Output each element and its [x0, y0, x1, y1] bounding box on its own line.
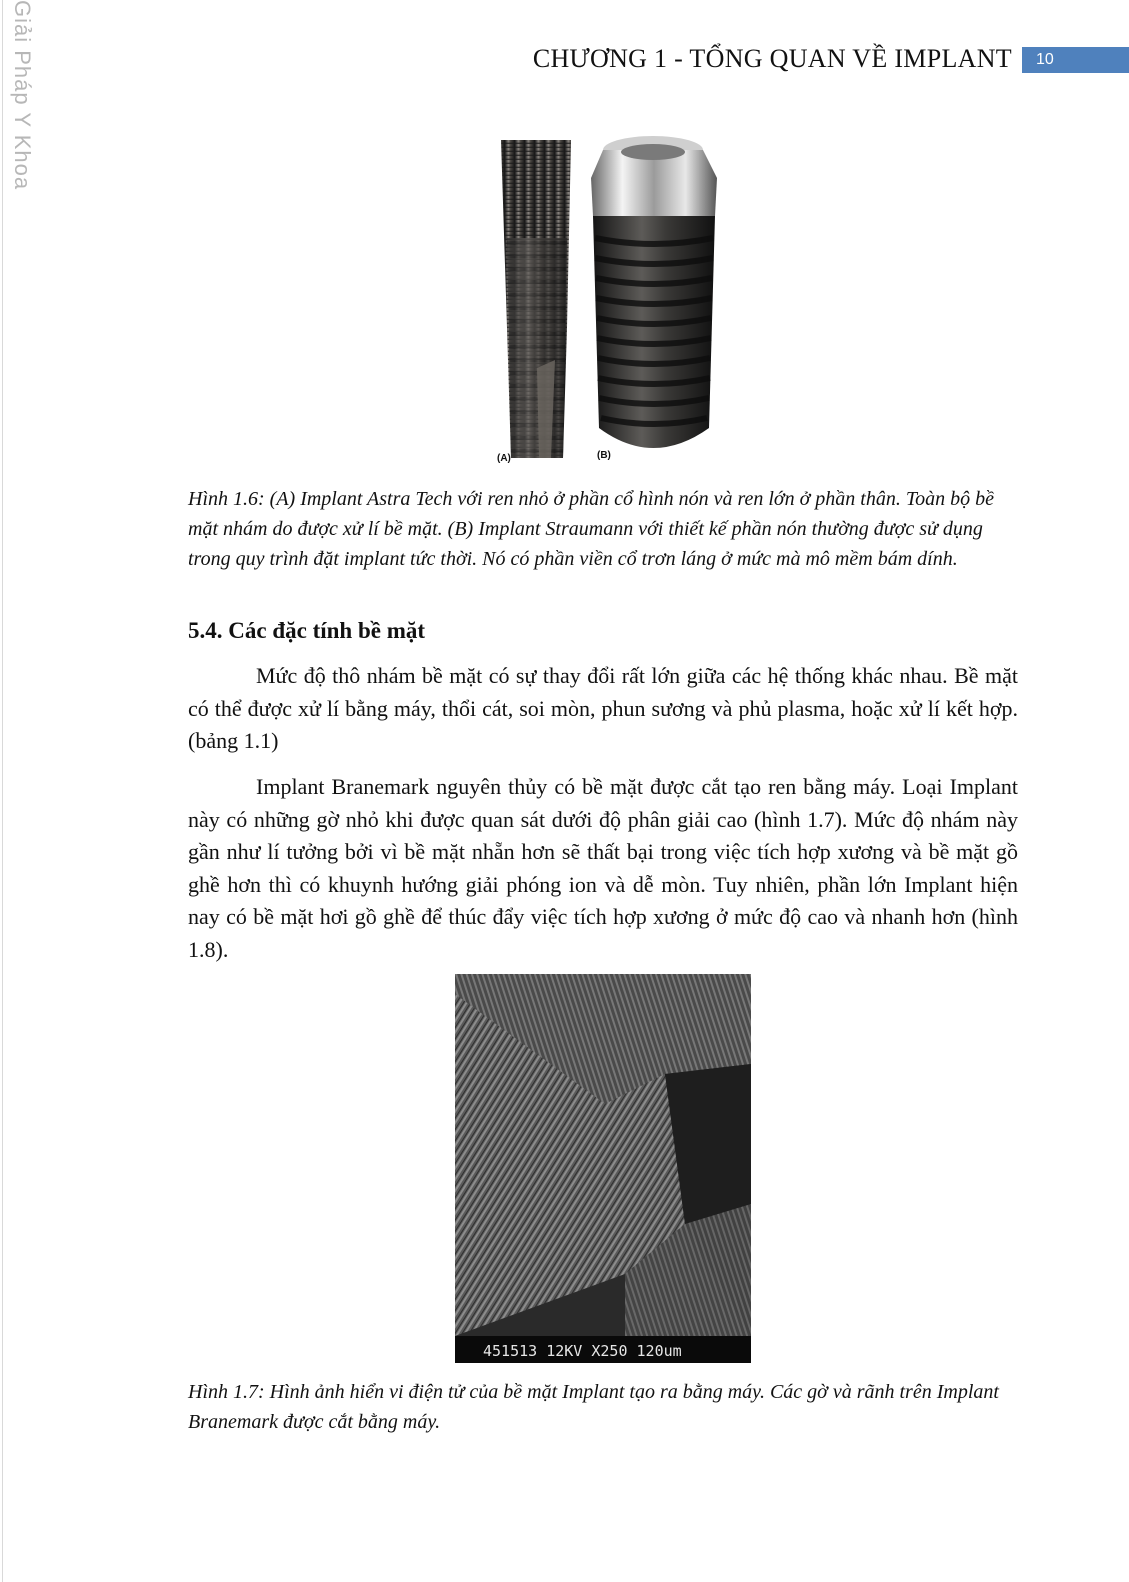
- watermark: Giải Pháp Y Khoa: [10, 0, 35, 191]
- figure-1-6-implants: [495, 128, 731, 473]
- sem-readout: 451513 12KV X250 120um: [483, 1342, 682, 1360]
- paragraph-surface-roughness: Mức độ thô nhám bề mặt có sự thay đổi rất lớn giữa các hệ thống khác nhau. Bề mặt có thể được xử lí bằng máy, thổi cát, soi mòn, phun sương và phủ plasma, hoặc xử lí kết hợp. (bảng 1.1): [188, 663, 1018, 753]
- figure-1-6-label-a: (A): [497, 453, 511, 464]
- paragraph-branemark: Implant Branemark nguyên thủy có bề mặt được cắt tạo ren bằng máy. Loại Implant này có những gờ nhỏ khi được quan sát dưới độ phân giải cao (hình 1.7). Mức độ nhám này gần như lí tưởng bởi vì bề mặt nhẵn hơn sẽ thất bại trong việc tích hợp xương và bề mặt gồ ghề hơn thì có khuynh hướng giải phóng ion và dễ mòn. Tuy nhiên, phần lớn Implant hiện nay có bề mặt hơi gồ ghề để thúc đẩy việc tích hợp xương ở mức độ cao và nhanh hơn (hình 1.8).: [188, 774, 1018, 962]
- page-edge-line: [2, 0, 3, 1582]
- figure-1-6-caption: Hình 1.6: (A) Implant Astra Tech với ren nhỏ ở phần cổ hình nón và ren lớn ở phần thân. Toàn bộ bề mặt nhám do được xử lí bề mặt. (B) Implant Straumann với thiết kế phần nón thường được sử dụng trong quy trình đặt implant tức thời. Nó có phần viền cổ trơn láng ở mức mà mô mềm bám dính.: [188, 488, 994, 570]
- figure-1-7-sem-image: [455, 974, 751, 1363]
- figure-1-6-label-b: (B): [597, 450, 611, 461]
- page-number-badge: 10: [1022, 47, 1129, 73]
- figure-1-7-caption: Hình 1.7: Hình ảnh hiển vi điện tử của bề mặt Implant tạo ra bằng máy. Các gờ và rãnh trên Implant Branemark được cắt bằng máy.: [188, 1381, 999, 1433]
- chapter-header: CHƯƠNG 1 - TỔNG QUAN VỀ IMPLANT: [532, 44, 1012, 73]
- section-heading: 5.4. Các đặc tính bề mặt: [188, 618, 426, 643]
